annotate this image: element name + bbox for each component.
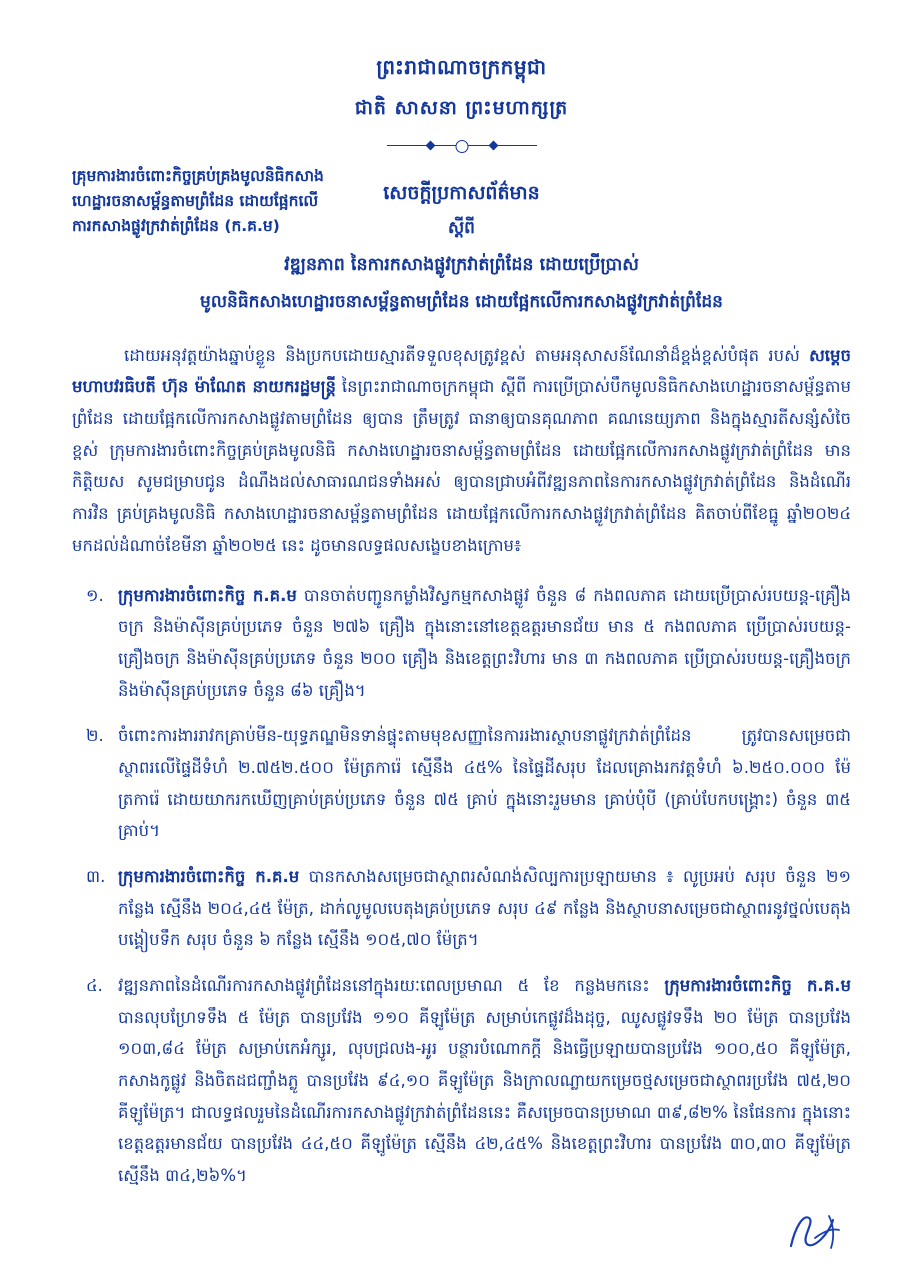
- intro-part-4: ការប្រើប្រាស់បឹកមូលនិធិកសាងហេដ្ឋារចនាសម្ព័ន្ធតាមព្រំដែន ដោយផ្អែកលើការកសាងផ្លូវតាមព្រំដែន ឲ្យបាន: [72, 377, 851, 429]
- list-item: [72, 861, 851, 956]
- intro-part-5: ត្រឹមត្រូវ ធានាឲ្យបានគុណភាព គណនេយ្យភាព និងក្នុងស្មារតីសន្សំសំចៃខ្ពស់ ក្រុមការងារចំពោះកិច្ចគ្រប់គ្រងមូលនិធិ: [72, 409, 852, 460]
- list-item-text-2: បានលុបហ្រែទទឹង ៥ ម៉ែត្រ បានប្រវែង ១១០ គីឡូម៉ែត្រ សម្រាប់កេផ្លូវដ៏ងដុច្ច, ឈូសផ្លូវទទឹង ២០ ម៉ែត្រ បានប្រវែង ១០៣,៨៤ ម៉ែត្រ សម្រាប់កេអំក្សូរ, លុបជ្រលង-អូរ បន្ថារបំណោកក្តី និងធ្វើប្រឡាយបានប្រវែង ១០០,៥០ គីឡូម៉ែត្រ, កសាងកូផ្លូវ និងចិតដជញ្ជាំងភ្លូ បានប្រវែង ៩៤,១០ គីឡូម៉ែត្រ និងក្រាលណ្លាយកម្រេចថ្មសម្រេចជាស្ថាពរប្រវែង ៧៥,២០ គីឡូម៉ែត្រ។ ជាលទ្ធផលរួមនៃដំណើរការកសាងផ្លូវក្រវាត់ព្រំដែននេះ គឺសម្រេចបានប្រមាណ ៣៩,៨២% នៃផែនការ ក្នុងនោះ ខេត្តឧត្ដរមានជ័យ បានប្រវែង ៤៤,៥០ គីឡូម៉ែត្រ ស្មើនឹង ៤២,៤៥% និងខេត្តព្រះវិហារ បានប្រវែង ៣០,៣០ គីឡូម៉ែត្រ ស្មើនឹង ៣៤,២៦%។: [118, 1007, 851, 1185]
- committee-line-1: គ្រុមការងារចំពោះកិច្ចគ្រប់គ្រងមូលនិធិកសាង: [72, 167, 324, 185]
- list-item-number: ៤.: [86, 975, 103, 995]
- list-item-text: វឌ្ឍនភាពនៃដំណើរការកសាងផ្លូវព្រំដែននៅក្នុងរយៈពេលប្រមាណ ៥ ខែ កន្លងមកនេះ: [118, 975, 665, 995]
- divider-diamond-right: [488, 141, 498, 151]
- title-line-2: មូលនិធិកសាងហេដ្ឋារចនាសម្ព័ន្ធតាមព្រំដែន ដោយផ្អែកលើការកសាងផ្លូវក្រវាត់ព្រំដែន: [200, 292, 723, 313]
- list-item-bold-lead: ក្រុមការងារចំពោះកិច្ច ក.គ.ម: [118, 585, 297, 605]
- list-item: [72, 970, 851, 1192]
- list-item-number: ២.: [86, 726, 104, 746]
- intro-part-3: នៃព្រះរាជាណាចក្រកម្ពុជា ស្ដីពី: [336, 377, 527, 397]
- intro-part-9: ឆ្នាំ២០២៤ មកដល់ដំណាច់ខែមីនា ឆ្នាំ២០២៥ នេះ ដូចមានលទ្ធផលសង្ខេបខាងក្រោម៖: [72, 504, 852, 555]
- kingdom-title: ព្រះរាជាណាចក្រកម្ពុជា: [376, 55, 547, 79]
- title-main: សេចក្ដីប្រកាសព័ត៌មាន: [383, 182, 540, 205]
- committee-line-2: ហេដ្ឋារចនាសម្ព័ន្ធតាមព្រំដែន ដោយផ្អែកលើ: [72, 192, 319, 211]
- intro-part-1: ដោយអនុវត្តយ៉ាងឆ្នាប់ខ្លួន និងប្រកបដោយស្មារតីទទួលខុសត្រូវខ្ពស់ តាមអនុសាសន៍ណែនាំដ៏ខ្ពង់ខ្ពស់បំផុត: [124, 345, 760, 365]
- divider-circle: [455, 140, 468, 153]
- signature-mark-icon: [785, 1208, 845, 1256]
- list-item-text: បានចាត់បញ្ជូនកម្លាំងវិស្វកម្មកសាងផ្លូវ ចំនួន ៨ កងពលភាគ ដោយប្រើប្រាស់របយន្ត-គ្រឿងចក្រ និងម៉ាស៊ីនគ្រប់ប្រភេទ ចំនួន ២៧៦ គ្រឿង ក្នុងនោះនៅខេត្តឧត្ដរមានជ័យ មាន ៥ កងពលភាគ ប្រើប្រាស់របយន្ត-គ្រឿងចក្រ និងម៉ាស៊ីនគ្រប់ប្រភេទ ចំនួន ២០០ គ្រឿង និងខេត្តព្រះវិហារ មាន ៣ កងពលភាគ ប្រើប្រាស់របយន្ត-គ្រឿងចក្រ និងម៉ាស៊ីនគ្រប់ប្រភេទ ចំនួន ៨៦ គ្រឿង។: [118, 585, 852, 700]
- title-line-1: វឌ្ឍនភាព នៃការកសាងផ្លូវក្រវាត់ព្រំដែន ដោយប្រើប្រាស់: [284, 255, 639, 276]
- list-item-number: ១.: [86, 585, 104, 605]
- list-item: [72, 580, 851, 707]
- list-item-text: បានកសាងសម្រេចជាស្ថាពរសំណង់សិល្បការប្រឡាយមាន ៖ លូប្រអប់ សរុប ចំនួន ២១ កន្លែង ស្មើនឹង ២០៤,៤៥ ម៉ែត្រ, ដាក់លូមូលបេតុងគ្រប់ប្រភេទ សរុប ៤៩ កន្លែង និងស្ថាបនាសម្រេចជាស្ថាពរនូវថ្នល់បេតុងបង្គៀបទឹក សរុប ចំនួន ៦ កន្លែង ស្មើនឹង ១០៥,៧០ ម៉ែត្រ។: [118, 866, 852, 950]
- list-item-bold-mid: ក្រុមការងារចំពោះកិច្ច ក.គ.ម: [664, 975, 851, 995]
- intro-part-6: កសាងហេដ្ឋារចនាសម្ព័ន្ធតាមព្រំដែន ដោយផ្អែកលើការកសាងផ្លូវក្រវាត់ព្រំដែន មានកិត្តិយស សូមជម្រាបជូន: [72, 440, 851, 492]
- intro-part-8: គ្រប់គ្រងមូលនិធិ កសាងហេដ្ឋារចនាសម្ព័ន្ធតាមព្រំដែន ដោយផ្អែកលើការកសាងផ្លូវក្រវាត់ព្រំដែន គិតចាប់ពីខែធ្នូ: [116, 504, 779, 524]
- list-item-bold-lead: ក្រុមការងារចំពោះកិច្ច ក.គ.ម: [118, 866, 300, 886]
- intro-part-7: ដំណឹងដល់សាធារណជនទាំងអស់ ឲ្យបានជ្រាបអំពីវឌ្ឍនភាពនៃការកសាងផ្លូវក្រវាត់ព្រំដែន និងដំណើរការវិន: [72, 472, 851, 524]
- title-subject-label: ស្ដីពី: [448, 218, 475, 239]
- numbered-items-list: [72, 580, 851, 1192]
- document-header: [72, 54, 851, 154]
- committee-line-3: ការកសាងផ្លូវក្រវាត់ព្រំដែន (ក.គ.ម): [72, 217, 280, 236]
- list-item: [72, 720, 851, 847]
- list-item-text: ចំពោះការងាររាវកគ្រាប់មីន-យុទ្ធភណ្ឌមិនទាន់ផ្ទុះតាមមុខសញ្ញានៃការរងារស្ថាបនាផ្លូវក្រវាត់ព្រំដែន ត្រូវបានសម្រេចជាស្ថាពរលើផ្ទៃដីទំហំ ២.៧៥២.៥០០ ម៉ែត្រការ៉េ ស្មើនឹង ៤៥% នៃផ្ទៃដីសរុប ដែលគ្រោងរកវត្តទំហំ ៦.២៥០.០០០ ម៉ែត្រការ៉េ ដោយយាករកឃើញគ្រាប់គ្រប់ប្រភេទ ចំនួន ៧៥ គ្រាប់ ក្នុងនោះរួមមាន គ្រាប់បុំបី (គ្រាប់បែកបង្គ្រោះ) ចំនួន ៣៥ គ្រាប់។: [118, 726, 851, 841]
- national-motto: ជាតិ សាសនា ព្រះមហាក្សត្រ: [354, 97, 569, 119]
- pm-name: សម្ដេចមហាបវរធិបតី ហ៊ុន ម៉ាណែត នាយករដ្ឋមន្ត្រី: [72, 345, 851, 397]
- intro-part-2: របស់: [768, 345, 810, 365]
- divider-diamond-left: [425, 141, 435, 151]
- ornamental-divider: [387, 138, 537, 154]
- list-item-number: ៣.: [86, 866, 106, 886]
- intro-paragraph: [72, 340, 851, 562]
